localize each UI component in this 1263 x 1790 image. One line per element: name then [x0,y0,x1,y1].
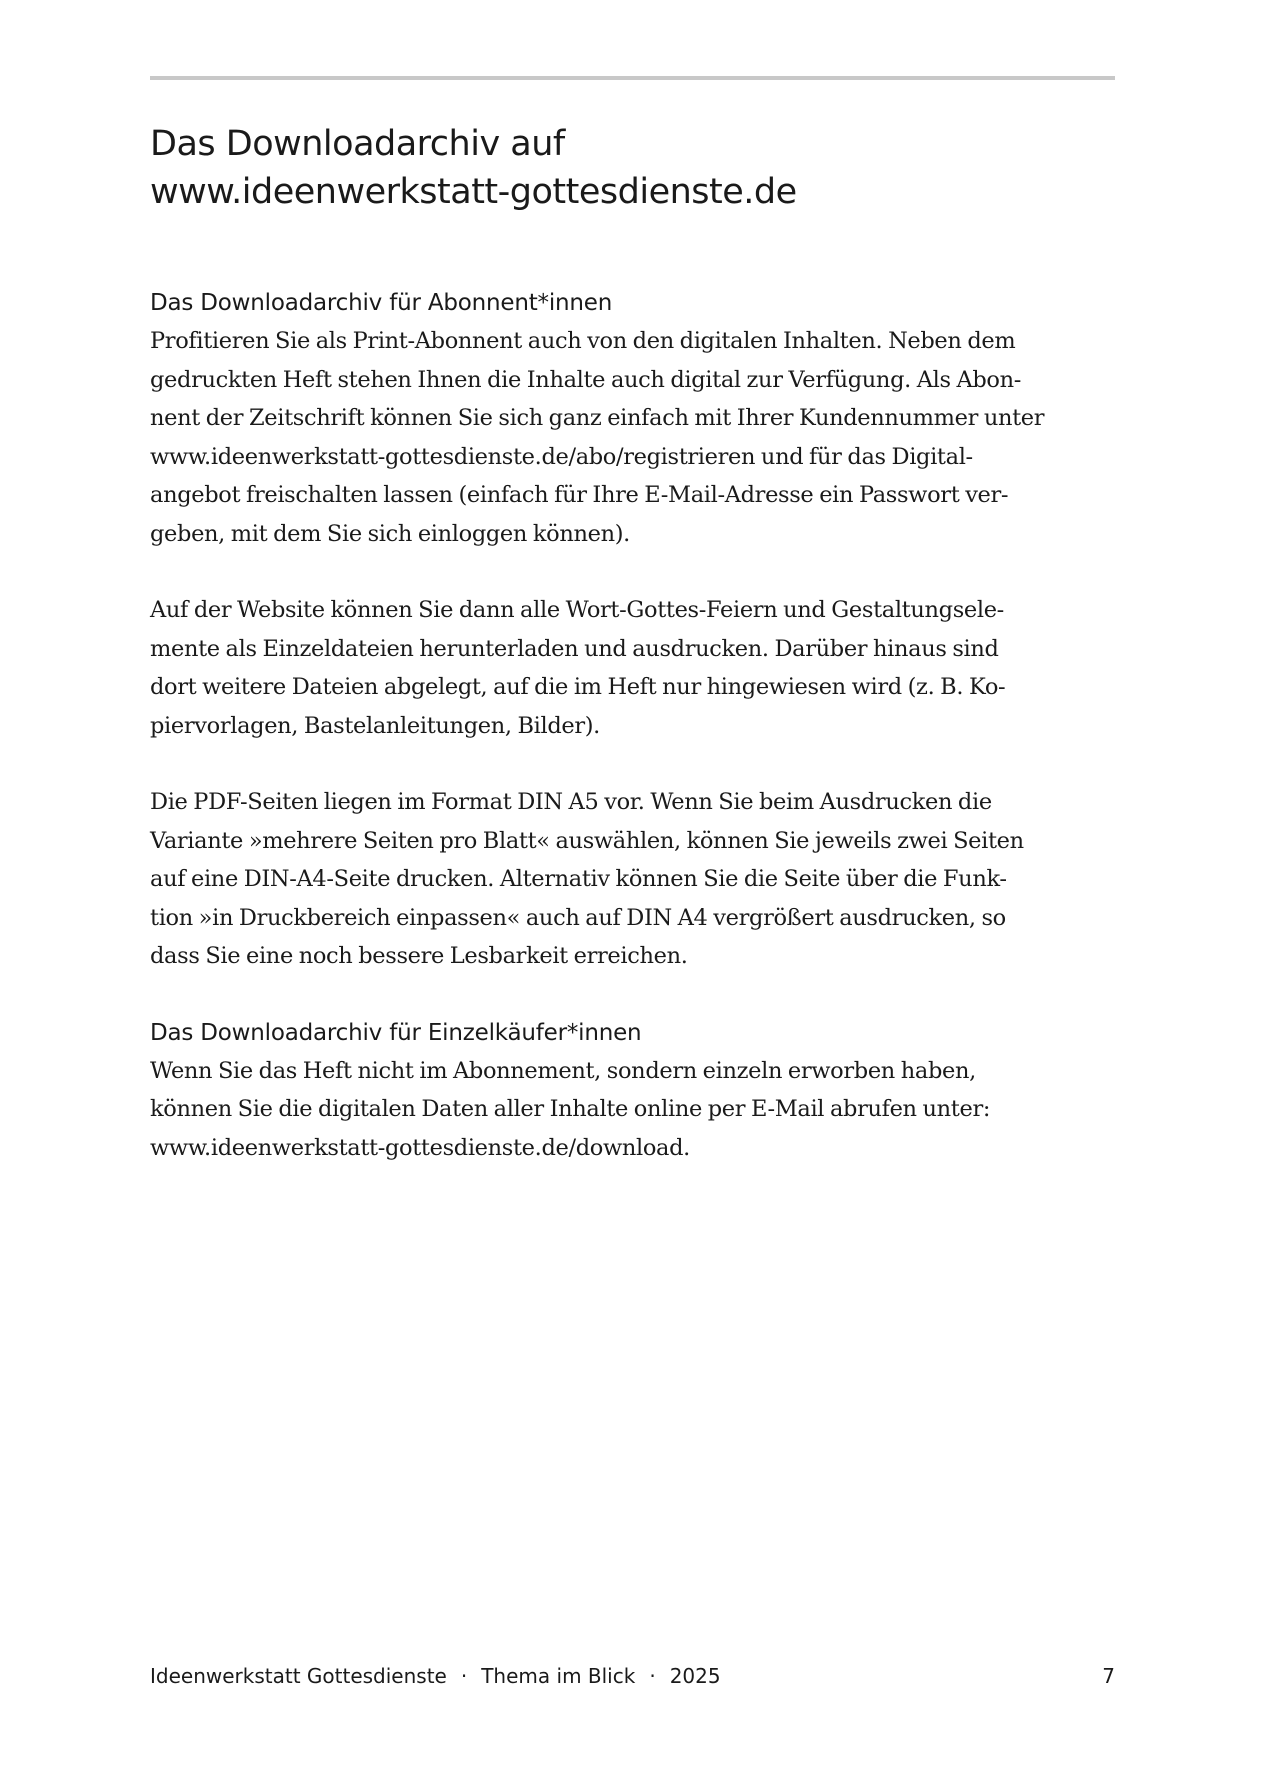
paragraph-einzel [150,1052,1115,1168]
text-line: Variante »mehrere Seiten pro Blatt« auswählen, können Sie jeweils zwei Seiten [150,827,1024,854]
title-line: www.ideenwerkstatt-gottesdienste.de [150,172,797,212]
section-heading-einzelkaeufer: Das Downloadarchiv für Einzelkäufer*innen [150,1019,642,1046]
text-line: geben, mit dem Sie sich einloggen können). [150,520,630,547]
main-content [150,284,1115,1167]
footer-topic: Thema im Blick [481,1664,636,1688]
title-line: Das Downloadarchiv auf [150,124,565,164]
text-line: Auf der Website können Sie dann alle Wort-Gottes-Feiern und Gestaltungsele- [150,597,1004,623]
text-line: dort weitere Dateien abgelegt, auf die im Heft nur hingewiesen wird (z. B. Ko- [150,674,1006,700]
text-line: www.ideenwerkstatt-gottesdienste.de/download. [150,1134,690,1161]
paragraph-abo-intro [150,322,1115,553]
paragraph-abo-pdf [150,783,1115,976]
text-line: nent der Zeitschrift können Sie sich ganz einfach mit Ihrer Kundennummer unter [150,405,1045,431]
text-line: angebot freischalten lassen (einfach für Ihre E-Mail-Adresse ein Passwort ver- [150,482,1009,508]
text-line: tion »in Druckbereich einpassen« auch auf DIN A4 vergrößert ausdrucken, so [150,904,1006,931]
footer-publication-line [150,1660,721,1692]
paragraph-abo-website [150,591,1115,745]
page-number: 7 [1102,1664,1115,1688]
footer-publication: Ideenwerkstatt Gottesdienste [150,1664,447,1688]
footer-year: 2025 [669,1664,721,1688]
text-line: piervorlagen, Bastelanleitungen, Bilder). [150,712,600,739]
footer-separator: · [460,1664,468,1688]
text-line: www.ideenwerkstatt-gottesdienste.de/abo/registrieren und für das Digital- [150,443,973,470]
text-line: Wenn Sie das Heft nicht im Abonnement, sondern einzeln erworben haben, [150,1057,976,1084]
section-heading-abonnent: Das Downloadarchiv für Abonnent*innen [150,290,613,316]
text-line: Profitieren Sie als Print-Abonnent auch von den digitalen Inhalten. Neben dem [150,328,1016,354]
text-line: gedruckten Heft stehen Ihnen die Inhalte auch digital zur Verfügung. Als Abon- [150,366,1022,393]
text-line: mente als Einzeldateien herunterladen und ausdrucken. Darüber hinaus sind [150,635,999,662]
footer-separator: · [649,1664,656,1688]
text-line: auf eine DIN-A4-Seite drucken. Alternativ können Sie die Seite über die Funk- [150,866,1007,892]
text-line: können Sie die digitalen Daten aller Inhalte online per E-Mail abrufen unter: [150,1096,991,1122]
page-footer [150,1660,1115,1692]
top-rule [150,76,1115,80]
text-line: Die PDF-Seiten liegen im Format DIN A5 vor. Wenn Sie beim Ausdrucken die [150,789,992,815]
text-line: dass Sie eine noch bessere Lesbarkeit erreichen. [150,943,688,969]
page-title [150,120,1115,216]
